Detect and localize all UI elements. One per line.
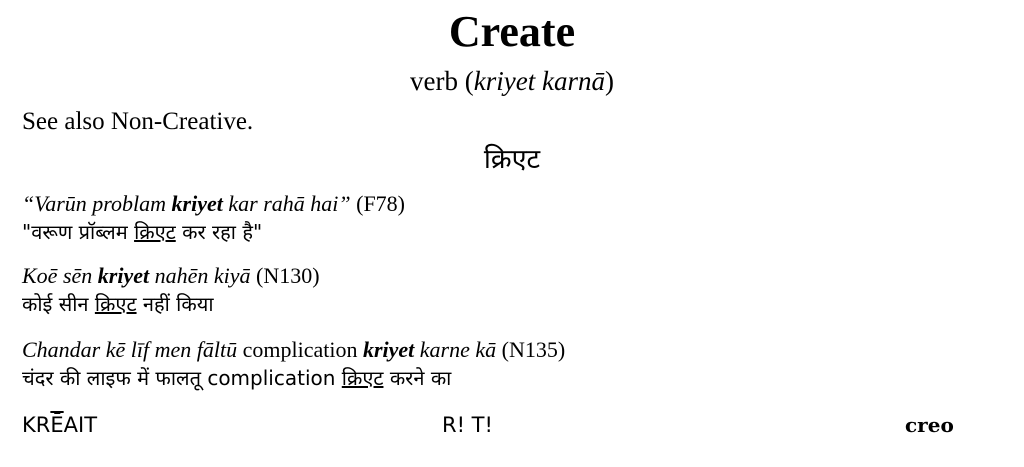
example-1-keyword: kriyet	[171, 191, 223, 216]
example-3-roman-post: karne kā	[414, 337, 497, 362]
pronunciation	[22, 410, 97, 440]
example-3-roman	[22, 336, 565, 364]
example-1-hindi-keyword: क्रिएट	[134, 220, 176, 244]
example-2-ref: (N130)	[250, 263, 320, 288]
example-2-hindi-post: नहीं किया	[136, 292, 214, 316]
part-of-speech	[0, 64, 1024, 98]
pronunciation-macron: $\overline{Ē}$	[50, 413, 64, 437]
example-3-roman-mid: complication	[237, 337, 363, 362]
pronunciation-post: AIT	[63, 413, 98, 437]
example-1-roman-pre: “Varūn problam	[22, 191, 172, 216]
example-3-ref: (N135)	[496, 337, 566, 362]
pos-transliteration: kriyet karnā	[473, 66, 605, 96]
example-3-keyword: kriyet	[362, 337, 415, 362]
example-2-roman-pre: Koē sēn	[22, 263, 98, 288]
example-3-hindi-post: करने का	[383, 366, 452, 390]
example-2-hindi-pre: कोई सीन	[22, 292, 95, 316]
pos-prefix: verb (	[410, 66, 474, 96]
headword: Create	[448, 7, 576, 56]
example-2-roman-post: nahēn kiyā	[149, 263, 251, 288]
example-3-hindi	[22, 364, 451, 392]
example-3-hindi-pre: चंदर की लाइफ में फालतू complication	[22, 366, 342, 390]
example-1-roman	[22, 190, 405, 218]
example-2-keyword: kriyet	[97, 263, 150, 288]
example-1-hindi-post: कर रहा है"	[175, 220, 263, 244]
devanagari-headword: क्रिएट	[483, 144, 541, 175]
example-3-roman-pre: Chandar kē līf men fāltū	[22, 337, 238, 362]
footer-middle-code: R! T!	[442, 413, 493, 437]
see-also-note: See also Non-Creative.	[22, 108, 254, 135]
example-1-hindi-pre: "वरूण प्रॉब्लम	[22, 220, 135, 244]
pronunciation-pre: KR	[22, 413, 51, 437]
example-1-ref: (F78)	[350, 191, 406, 216]
example-1-hindi	[22, 218, 262, 246]
example-2-hindi-keyword: क्रिएट	[94, 292, 137, 316]
etymology-root: creo	[905, 413, 954, 437]
example-2-hindi	[22, 290, 214, 318]
example-3-hindi-keyword: क्रिएट	[341, 366, 384, 390]
pos-suffix: )	[604, 66, 614, 96]
example-2-roman	[22, 262, 320, 290]
example-1-roman-post: kar rahā hai”	[222, 191, 351, 216]
